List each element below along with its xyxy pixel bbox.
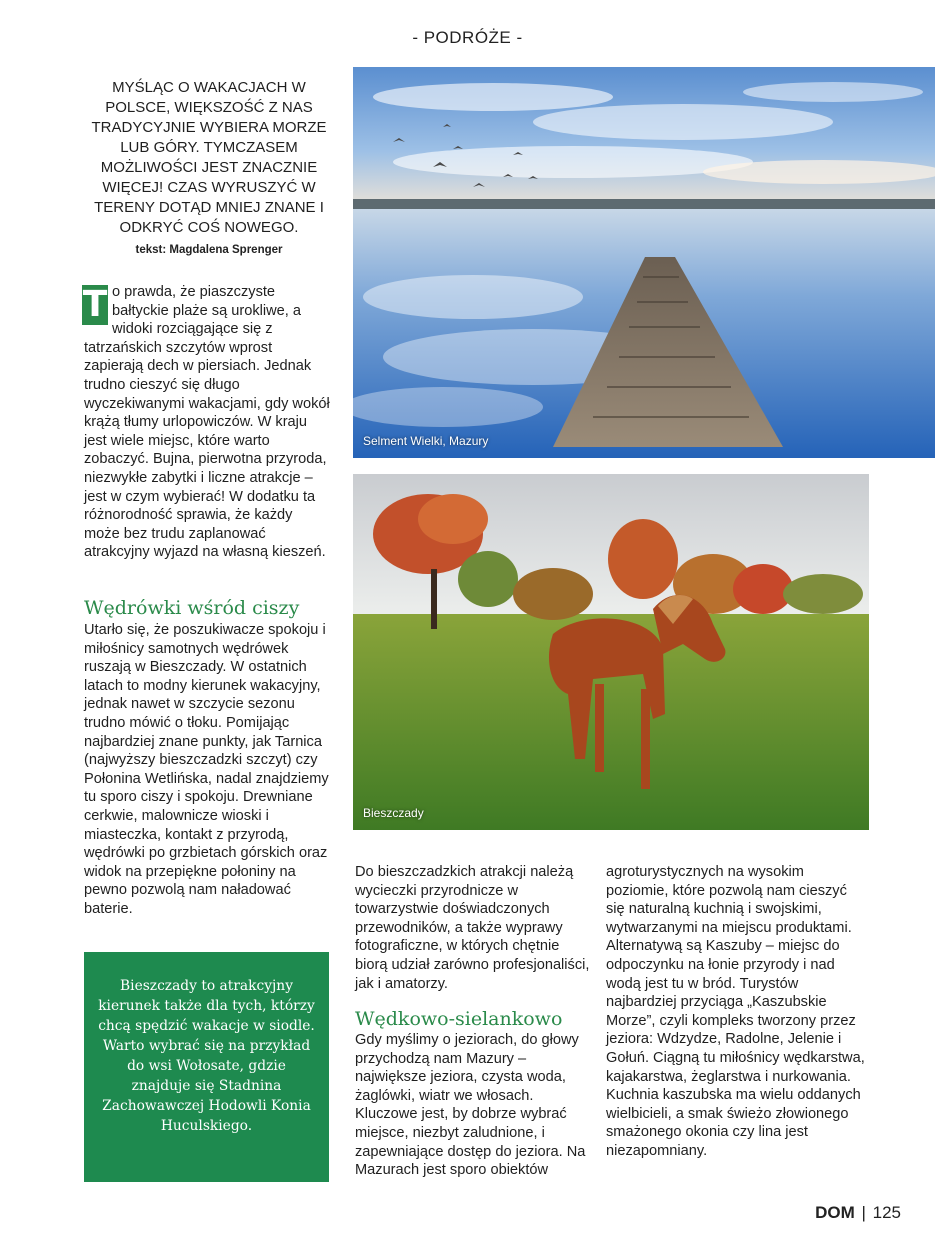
heading-wedrowki: Wędrówki wśród ciszy xyxy=(84,597,300,619)
intro-paragraph xyxy=(84,283,330,562)
column3-paragraph: agroturystycznych na wysokim poziomie, które pozwolą nam cieszyć się naturalną kuchnią i swojskimi, wytwarzanymi na miejscu produktami. Alternatywą są Kaszuby – miejsc do odpoczynku na łonie przyrody i nad wodą jest tu w bród. Turystów najbardziej przyciąga „Kaszubskie Morze”, czyli kompleks tworzony przez jeziora: Wdzydze, Radolne, Jelenie i Gołuń. Ciągną tu miłośnicy wędkarstwa, kajakarstwa, żeglarstwa i nurkowania. Kuchnia kaszubska ma wielu oddanych wielbicieli, a smak świeżo złowionego smażonego okonia czy lina jest niezapomniany. xyxy=(606,864,865,1159)
drop-cap: T xyxy=(82,284,108,325)
magazine-brand: DOM xyxy=(815,1203,855,1222)
author-byline: tekst: Magdalena Sprenger xyxy=(135,244,283,256)
column2-paragraph-1: Do bieszczadzkich atrakcji należą wycieczki przyrodnicze w towarzystwie doświadczonych przewodników, a także wyprawy fotograficzne, w których chętnie biorą udział zarówno profesjonaliści, jak i amatorzy. xyxy=(355,864,590,992)
pull-quote-text: Bieszczady to atrakcyjny kierunek także dla tych, którzy chcą spędzić wakacje w siodle. Warto wybrać się na przykład do wsi Wołosate, gdzie znajduje się Stadnina Zachowawczej Hodowli Konia Huculskiego. xyxy=(98,978,315,1134)
horse-photo-caption: Bieszczady xyxy=(363,806,424,820)
horse-photo xyxy=(353,474,869,830)
lake-photo xyxy=(353,67,935,458)
lake-photo-caption: Selment Wielki, Mazury xyxy=(363,434,489,448)
pull-quote-box xyxy=(84,952,329,1182)
heading-wedkowo: Wędkowo-sielankowo xyxy=(355,1008,563,1030)
horse-photo-illustration xyxy=(353,474,869,830)
footer-separator: | xyxy=(861,1203,866,1222)
lake-photo-illustration xyxy=(353,67,935,458)
intro-text: o prawda, że piaszczyste bałtyckie plaże są urokliwe, a widoki rozciągające się z tatrzańskich szczytów wprost zapierają dech w piersiach. Jednak trudno cieszyć się długo wyczekiwanymi wakacjami, gdy wokół krążą tłumy urlopowiczów. W kraju jest wiele miejsc, które warto zobaczyć. Bujna, pierwotna przyroda, niezwykłe zabytki i liczne atrakcje – jest w czym wybierać! W dodatku ta różnorodność sprawia, że każdy może bez trudu zaplanować atrakcyjny wyjazd na własną kieszeń. xyxy=(84,284,330,561)
page-number: 125 xyxy=(872,1203,901,1222)
wedrowki-paragraph: Utarło się, że poszukiwacze spokoju i miłośnicy samotnych wędrówek ruszają w Bieszczady. W ostatnich latach to modny kierunek wakacyjny, jednak nawet w szczycie sezonu trudno mówić o tłoku. Pomijając najbardziej znane punkty, jak Tarnica (najwyższy bieszczadzki szczyt) czy Połonina Wetlińska, nadal znajdziemy tu sporo ciszy i spokoju. Drewniane cerkwie, malownicze wioski i miasteczka, kontakt z przyrodą, wędrówki po grzbietach górskich oraz widok na przepiękne połoniny na pewno pozwolą nam naładować baterie. xyxy=(84,622,329,917)
lead-paragraph: MYŚLĄC O WAKACJACH W POLSCE, WIĘKSZOŚĆ Z NAS TRADYCYJNIE WYBIERA MORZE LUB GÓRY. TYMCZASEM MOŻLIWOŚCI JEST ZNACZNIE WIĘCEJ! CZAS WYRUSZYĆ W TERENY DOTĄD MNIEJ ZNANE I ODKRYĆ COŚ NOWEGO. xyxy=(91,79,327,236)
column2-paragraph-2: Gdy myślimy o jeziorach, do głowy przychodzą nam Mazury – największe jeziora, czysta woda, żaglówki, wiatr we włosach. Kluczowe jest, by dobrze wybrać miejsce, niezbyt zaludnione, i zapewniające dostęp do jeziora. Na Mazurach jest sporo obiektów xyxy=(355,1032,586,1179)
section-header: - PODRÓŻE - xyxy=(412,28,523,47)
page-footer xyxy=(815,1203,901,1223)
